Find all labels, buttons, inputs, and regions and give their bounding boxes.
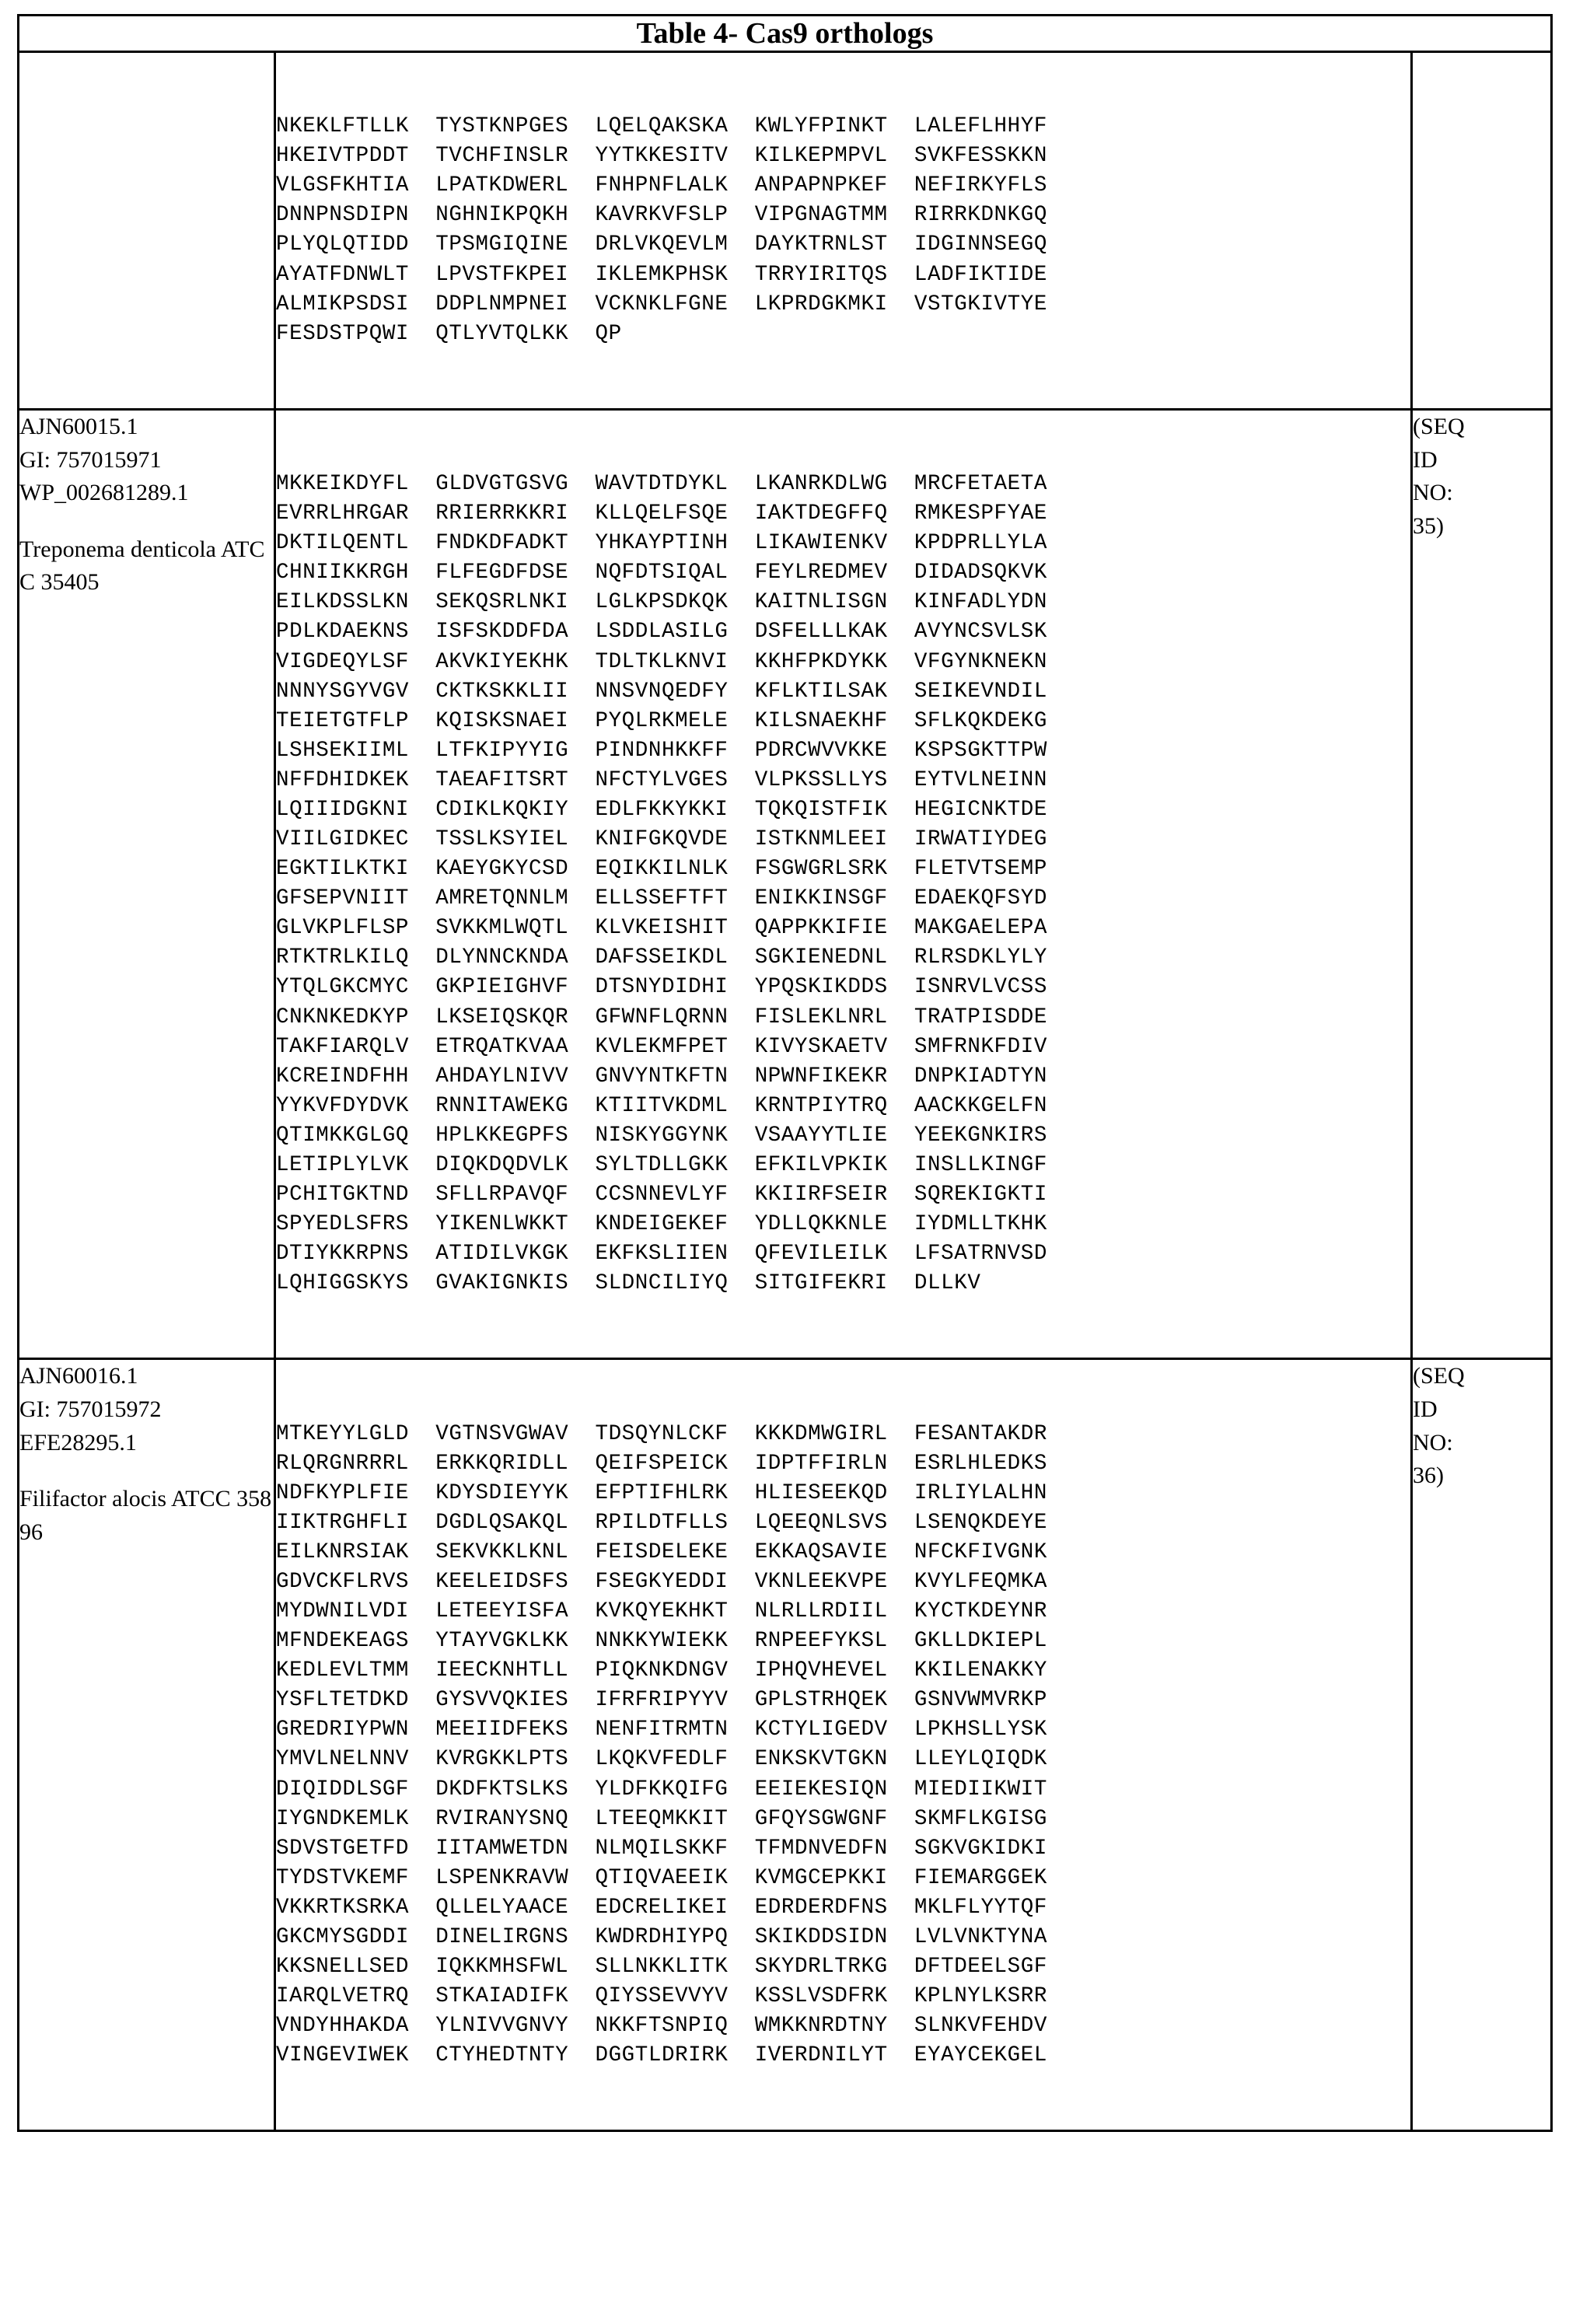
sequence-line: AYATFDNWLT LPVSTFKPEI IKLEMKPHSK TRRYIRITQS LADFIKTIDE xyxy=(276,262,1047,287)
sequence-line: SDVSTGETFD IITAMWETDN NLMQILSKKF TFMDNVEDFN SGKVGKIDKI xyxy=(276,1836,1047,1861)
sequence-line: TAKFIARQLV ETRQATKVAA KVLEKMFPET KIVYSKAETV SMFRNKFDIV xyxy=(276,1034,1047,1059)
sequence-line: EILKNRSIAK SEKVKKLKNL FEISDELEKE EKKAQSAVIE NFCKFIVGNK xyxy=(276,1539,1047,1564)
accession-line: Filifactor alocis ATCC 35896 xyxy=(19,1486,272,1545)
seq-id-line: NO: xyxy=(1413,480,1453,506)
sequence-line: DNNPNSDIPN NGHNIKPQKH KAVRKVFSLP VIPGNAGTMM RIRRKDNKGQ xyxy=(276,203,1047,228)
sequence-line: IIKTRGHFLI DGDLQSAKQL RPILDTFLLS LQEEQNLSVS LSENQKDEYE xyxy=(276,1510,1047,1535)
seq-id-cell xyxy=(1412,409,1552,1359)
sequence-line: LQIIIDGKNI CDIKLKQKIY EDLFKKYKKI TQKQISTFIK HEGICNKTDE xyxy=(276,797,1047,822)
seq-id-cell xyxy=(1412,52,1552,410)
sequence-lines xyxy=(276,112,1410,349)
seq-id-line: ID xyxy=(1413,446,1438,473)
sequence-line: EGKTILKTKI KAEYGKYCSD EQIKKILNLK FSGWGRLSRK FLETVTSEMP xyxy=(276,857,1047,882)
table-row xyxy=(19,409,1552,1359)
sequence-line: KKSNELLSED IQKKMHSFWL SLLNKKLITK SKYDRLTRKG DFTDEELSGF xyxy=(276,1955,1047,1979)
sequence-line: MFNDEKEAGS YTAYVGKLKK NNKKYWIEKK RNPEEFYKSL GKLLDKIEPL xyxy=(276,1629,1047,1654)
sequence-line: CNKNKEDKYP LKSEIQSKQR GFWNFLQRNN FISLEKLNRL TRATPISDDE xyxy=(276,1005,1047,1029)
table-title-row xyxy=(19,16,1552,52)
sequence-line: LQHIGGSKYS GVAKIGNKIS SLDNCILIYQ SITGIFEKRI DLLKV xyxy=(276,1271,981,1296)
sequence-line: CHNIIKKRGH FLFEGDFDSE NQFDTSIQAL FEYLREDMEV DIDADSQKVK xyxy=(276,561,1047,585)
sequence-line: DIQIDDLSGF DKDFKTSLKS YLDFKKQIFG EEIEKESIQN MIEDIIKWIT xyxy=(276,1777,1047,1802)
accession-lines xyxy=(19,1360,274,1549)
sequence-line: MTKEYYLGLD VGTNSVGWAV TDSQYNLCKF KKKDMWGIRL FESANTAKDR xyxy=(276,1421,1047,1446)
sequence-line: PDLKDAEKNS ISFSKDDFDA LSDDLASILG DSFELLLKAK AVYNCSVLSK xyxy=(276,620,1047,645)
sequence-line: YSFLTETDKD GYSVVQKIES IFRFRIPYYV GPLSTRHQEK GSNVWMVRKP xyxy=(276,1688,1047,1713)
sequence-line: VINGEVIWEK CTYHEDTNTY DGGTLDRIRK IVERDNILYT EYAYCEKGEL xyxy=(276,2043,1047,2068)
accession-lines xyxy=(19,411,274,599)
sequence-line: VLGSFKHTIA LPATKDWERL FNHPNFLALK ANPAPNPKEF NEFIRKYFLS xyxy=(276,173,1047,198)
accession-cell xyxy=(19,52,275,410)
seq-id-line: (SEQ xyxy=(1413,1363,1465,1389)
sequence-line: NNNYSGYVGV CKTKSKKLII NNSVNQEDFY KFLKTILSAK SEIKEVNDIL xyxy=(276,679,1047,704)
table-row xyxy=(19,52,1552,410)
sequence-line: GREDRIYPWN MEEIIDFEKS NENFITRMTN KCTYLIGEDV LPKHSLLYSK xyxy=(276,1718,1047,1742)
spacer xyxy=(19,510,274,533)
sequence-line: MYDWNILVDI LETEEYISFA KVKQYEKHKT NLRLLRDIIL KYCTKDEYNR xyxy=(276,1599,1047,1624)
spacer xyxy=(19,1459,274,1483)
sequence-line: GDVCKFLRVS KEELEIDSFS FSEGKYEDDI VKNLEEKVPE KVYLFEQMKA xyxy=(276,1569,1047,1594)
seq-id-lines xyxy=(1413,411,1550,543)
sequence-line: LETIPLYLVK DIQKDQDVLK SYLTDLLGKK EFKILVPKIK INSLLKINGF xyxy=(276,1152,1047,1177)
sequence-lines xyxy=(276,1420,1410,2071)
seq-id-line: 36) xyxy=(1413,1463,1444,1489)
accession-cell xyxy=(19,1359,275,2131)
sequence-line: IYGNDKEMLK RVIRANYSNQ LTEEQMKKIT GFQYSGWGNF SKMFLKGISG xyxy=(276,1806,1047,1831)
sequence-line: NDFKYPLFIE KDYSDIEYYK EFPTIFHLRK HLIESEEKQD IRLIYLALHN xyxy=(276,1480,1047,1505)
sequence-line: NFFDHIDKEK TAEAFITSRT NFCTYLVGES VLPKSSLLYS EYTVLNEINN xyxy=(276,767,1047,792)
sequence-line: YYKVFDYDVK RNNITAWEKG KTIITVKDML KRNTPIYTRQ AACKKGELFN xyxy=(276,1093,1047,1118)
sequence-line: VIGDEQYLSF AKVKIYEKHK TDLTKLKNVI KKHFPKDYKK VFGYNKNEKN xyxy=(276,649,1047,674)
sequence-line: RLQRGNRRRL ERKKQRIDLL QEIFSPEICK IDPTFFIRLN ESRLHLEDKS xyxy=(276,1451,1047,1476)
sequence-line: YMVLNELNNV KVRGKKLPTS LKQKVFEDLF ENKSKVTGKN LLEYLQIQDK xyxy=(276,1747,1047,1772)
sequence-line: GKCMYSGDDI DINELIRGNS KWDRDHIYPQ SKIKDDSIDN LVLVNKTYNA xyxy=(276,1924,1047,1949)
seq-id-line: NO: xyxy=(1413,1429,1453,1456)
sequence-line: TEIETGTFLP KQISKSNAEI PYQLRKMELE KILSNAEKHF SFLKQKDEKG xyxy=(276,708,1047,733)
accession-line: AJN60016.1 xyxy=(19,1363,138,1389)
sequence-line: EVRRLHRGAR RRIERRKKRI KLLQELFSQE IAKTDEGFFQ RMKESPFYAE xyxy=(276,501,1047,526)
accession-line: Treponema denticola ATCC 35405 xyxy=(19,536,265,596)
sequence-line: MKKEIKDYFL GLDVGTGSVG WAVTDTDYKL LKANRKDLWG MRCFETAETA xyxy=(276,472,1047,497)
sequence-line: RTKTRLKILQ DLYNNCKNDA DAFSSEIKDL SGKIENEDNL RLRSDKLYLY xyxy=(276,945,1047,970)
seq-id-line: 35) xyxy=(1413,512,1444,539)
sequence-line: GFSEPVNIIT AMRETQNNLM ELLSSEFTFT ENIKKINSGF EDAEKQFSYD xyxy=(276,886,1047,911)
sequence-line: PCHITGKTND SFLLRPAVQF CCSNNEVLYF KKIIRFSEIR SQREKIGKTI xyxy=(276,1182,1047,1207)
sequence-line: KEDLEVLTMM IEECKNHTLL PIQKNKDNGV IPHQVHEVEL KKILENAKKY xyxy=(276,1658,1047,1683)
sequence-line: QTIMKKGLGQ HPLKKEGPFS NISKYGGYNK VSAAYYTLIE YEEKGNKIRS xyxy=(276,1123,1047,1148)
seq-id-lines xyxy=(1413,1360,1550,1492)
sequence-line: TYDSTVKEMF LSPENKRAVW QTIQVAEEIK KVMGCEPKKI FIEMARGGEK xyxy=(276,1865,1047,1890)
accession-line: AJN60015.1 xyxy=(19,413,138,439)
sequence-line: DKTILQENTL FNDKDFADKT YHKAYPTINH LIKAWIENKV KPDPRLLYLA xyxy=(276,531,1047,556)
sequence-line: ALMIKPSDSI DDPLNMPNEI VCKNKLFGNE LKPRDGKMKI VSTGKIVTYE xyxy=(276,292,1047,316)
sequence-line: PLYQLQTIDD TPSMGIQINE DRLVKQEVLM DAYKTRNLST IDGINNSEGQ xyxy=(276,232,1047,257)
sequence-line: EILKDSSLKN SEKQSRLNKI LGLKPSDKQK KAITNLISGN KINFADLYDN xyxy=(276,590,1047,615)
sequence-line: YTQLGKCMYC GKPIEIGHVF DTSNYDIDHI YPQSKIKDDS ISNRVLVCSS xyxy=(276,975,1047,1000)
sequence-line: IARQLVETRQ STKAIADIFK QIYSSEVVYV KSSLVSDFRK KPLNYLKSRR xyxy=(276,1984,1047,2009)
sequence-line: LSHSEKIIML LTFKIPYYIG PINDNHKKFF PDRCWVVKKE KSPSGKTTPW xyxy=(276,738,1047,763)
seq-id-line: ID xyxy=(1413,1396,1438,1423)
sequence-line: NKEKLFTLLK TYSTKNPGES LQELQAKSKA KWLYFPINKT LALEFLHHYF xyxy=(276,114,1047,139)
table-title: Table 4- Cas9 orthologs xyxy=(19,16,1552,52)
accession-line: EFE28295.1 xyxy=(19,1429,137,1456)
sequence-line: VIILGIDKEC TSSLKSYIEL KNIFGKQVDE ISTKNMLEEI IRWATIYDEG xyxy=(276,827,1047,852)
seq-id-cell xyxy=(1412,1359,1552,2131)
sequence-cell xyxy=(275,52,1412,410)
sequence-line: FESDSTPQWI QTLYVTQLKK QP xyxy=(276,321,622,346)
sequence-cell xyxy=(275,1359,1412,2131)
cas9-orthologs-table xyxy=(17,14,1553,2132)
table-row xyxy=(19,1359,1552,2131)
accession-cell xyxy=(19,409,275,1359)
accession-line: GI: 757015972 xyxy=(19,1396,162,1423)
accession-line: GI: 757015971 xyxy=(19,446,162,473)
sequence-lines xyxy=(276,470,1410,1298)
accession-line: WP_002681289.1 xyxy=(19,480,189,506)
sequence-line: VNDYHHAKDA YLNIVVGNVY NKKFTSNPIQ WMKKNRDTNY SLNKVFEHDV xyxy=(276,2014,1047,2039)
sequence-line: HKEIVTPDDT TVCHFINSLR YYTKKESITV KILKEPMPVL SVKFESSKKN xyxy=(276,144,1047,169)
seq-id-line: (SEQ xyxy=(1413,413,1465,439)
sequence-cell xyxy=(275,409,1412,1359)
sequence-line: VKKRTKSRKA QLLELYAACE EDCRELIKEI EDRDERDFNS MKLFLYYTQF xyxy=(276,1895,1047,1920)
sequence-line: DTIYKKRPNS ATIDILVKGK EKFKSLIIEN QFEVILEILK LFSATRNVSD xyxy=(276,1242,1047,1267)
sequence-line: SPYEDLSFRS YIKENLWKKT KNDEIGEKEF YDLLQKKNLE IYDMLLTKHK xyxy=(276,1212,1047,1237)
sequence-line: KCREINDFHH AHDAYLNIVV GNVYNTKFTN NPWNFIKEKR DNPKIADTYN xyxy=(276,1064,1047,1089)
sequence-line: GLVKPLFLSP SVKKMLWQTL KLVKEISHIT QAPPKKIFIE MAKGAELEPA xyxy=(276,916,1047,941)
